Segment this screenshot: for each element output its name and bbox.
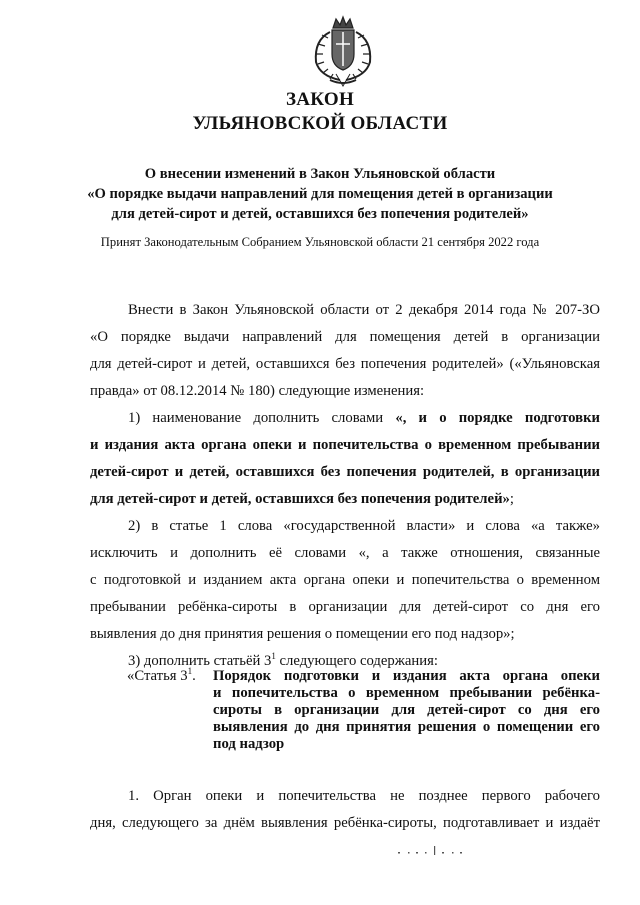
article-label [127,668,196,685]
adoption-note: Принят Законодательным Собранием Ульяновской области 21 сентября 2022 года [100,235,540,249]
text-line: 1. Орган опеки и попечительства не позднее первого рабочего [128,788,600,804]
superscript: 1 [187,666,193,677]
document-body [90,297,600,675]
article-title-line: Порядок подготовки и издания акта органа опеки [213,668,600,684]
text-line: исключить и дополнить её словами «, а также отношения, связанные [90,545,600,561]
article-title-line: и попечительства о временном пребывании ребёнка- [213,685,600,701]
article-title [213,668,600,753]
text-line: выявления до дня принятия решения о помещении его под надзор»; [90,626,515,642]
article-title-line: выявления до дня принятия решения о помещении его [213,719,600,735]
document-heading [0,164,640,224]
text-run: «Статья 3 [127,668,188,684]
text-line [90,405,600,432]
heading-line: для детей-сирот и детей, оставшихся без попечения родителей» [111,206,529,222]
text-line [90,486,600,513]
heading-line: О внесении изменений в Закон Ульяновской области [144,166,496,182]
heading-line: «О порядке выдачи направлений для помещения детей в организации [87,186,553,202]
coat-of-arms-icon [300,14,386,90]
law-region: УЛЬЯНОВСКОЙ ОБЛАСТИ [192,113,448,134]
text-run-bold: «, и о порядке подготовки [395,410,600,426]
text-run-bold: для детей-сирот и детей, оставшихся без попечения родителей» [90,491,510,507]
text-line: и издания акта органа опеки и попечительства о временном пребывании [90,437,600,453]
text-line: с подготовкой и изданием акта органа опеки и попечительства о временном [90,572,600,588]
text-line: для детей-сирот и детей, оставшихся без попечения родителей» («Ульяновская [90,356,600,372]
text-run: 1) наименование дополнить словами [128,410,396,426]
text-run: 3) дополнить статьёй 3 [128,653,272,669]
article-title-line: сироты в организации для детей-сирот со дня его [213,702,600,718]
text-line: дня, следующего за днём выявления ребёнка-сироты, подготавливает и издаёт [90,815,600,831]
superscript: 1 [271,651,276,662]
text-line: 2) в статье 1 слова «государственной власти» и слова «а также» [128,518,600,534]
text-run: следующего содержания: [275,653,438,669]
text-line: пребывании ребёнка-сироты в организации для детей-сирот со дня его [90,599,600,615]
text-line: Внести в Закон Ульяновской области от 2 декабря 2014 года № 207-ЗО [128,302,600,318]
law-title: ЗАКОН [285,89,355,110]
paragraph-1 [90,783,600,837]
text-run: . [192,668,196,684]
article-title-line: под надзор [213,736,285,752]
scan-speckle-marks [398,846,478,860]
text-line: детей-сирот и детей, оставшихся без попечения родителей, в организации [90,464,600,480]
text-line: правда» от 08.12.2014 № 180) следующие изменения: [90,383,425,399]
text-run: ; [509,491,514,507]
text-line: «О порядке выдачи направлений для помещения детей в организации [90,329,600,345]
